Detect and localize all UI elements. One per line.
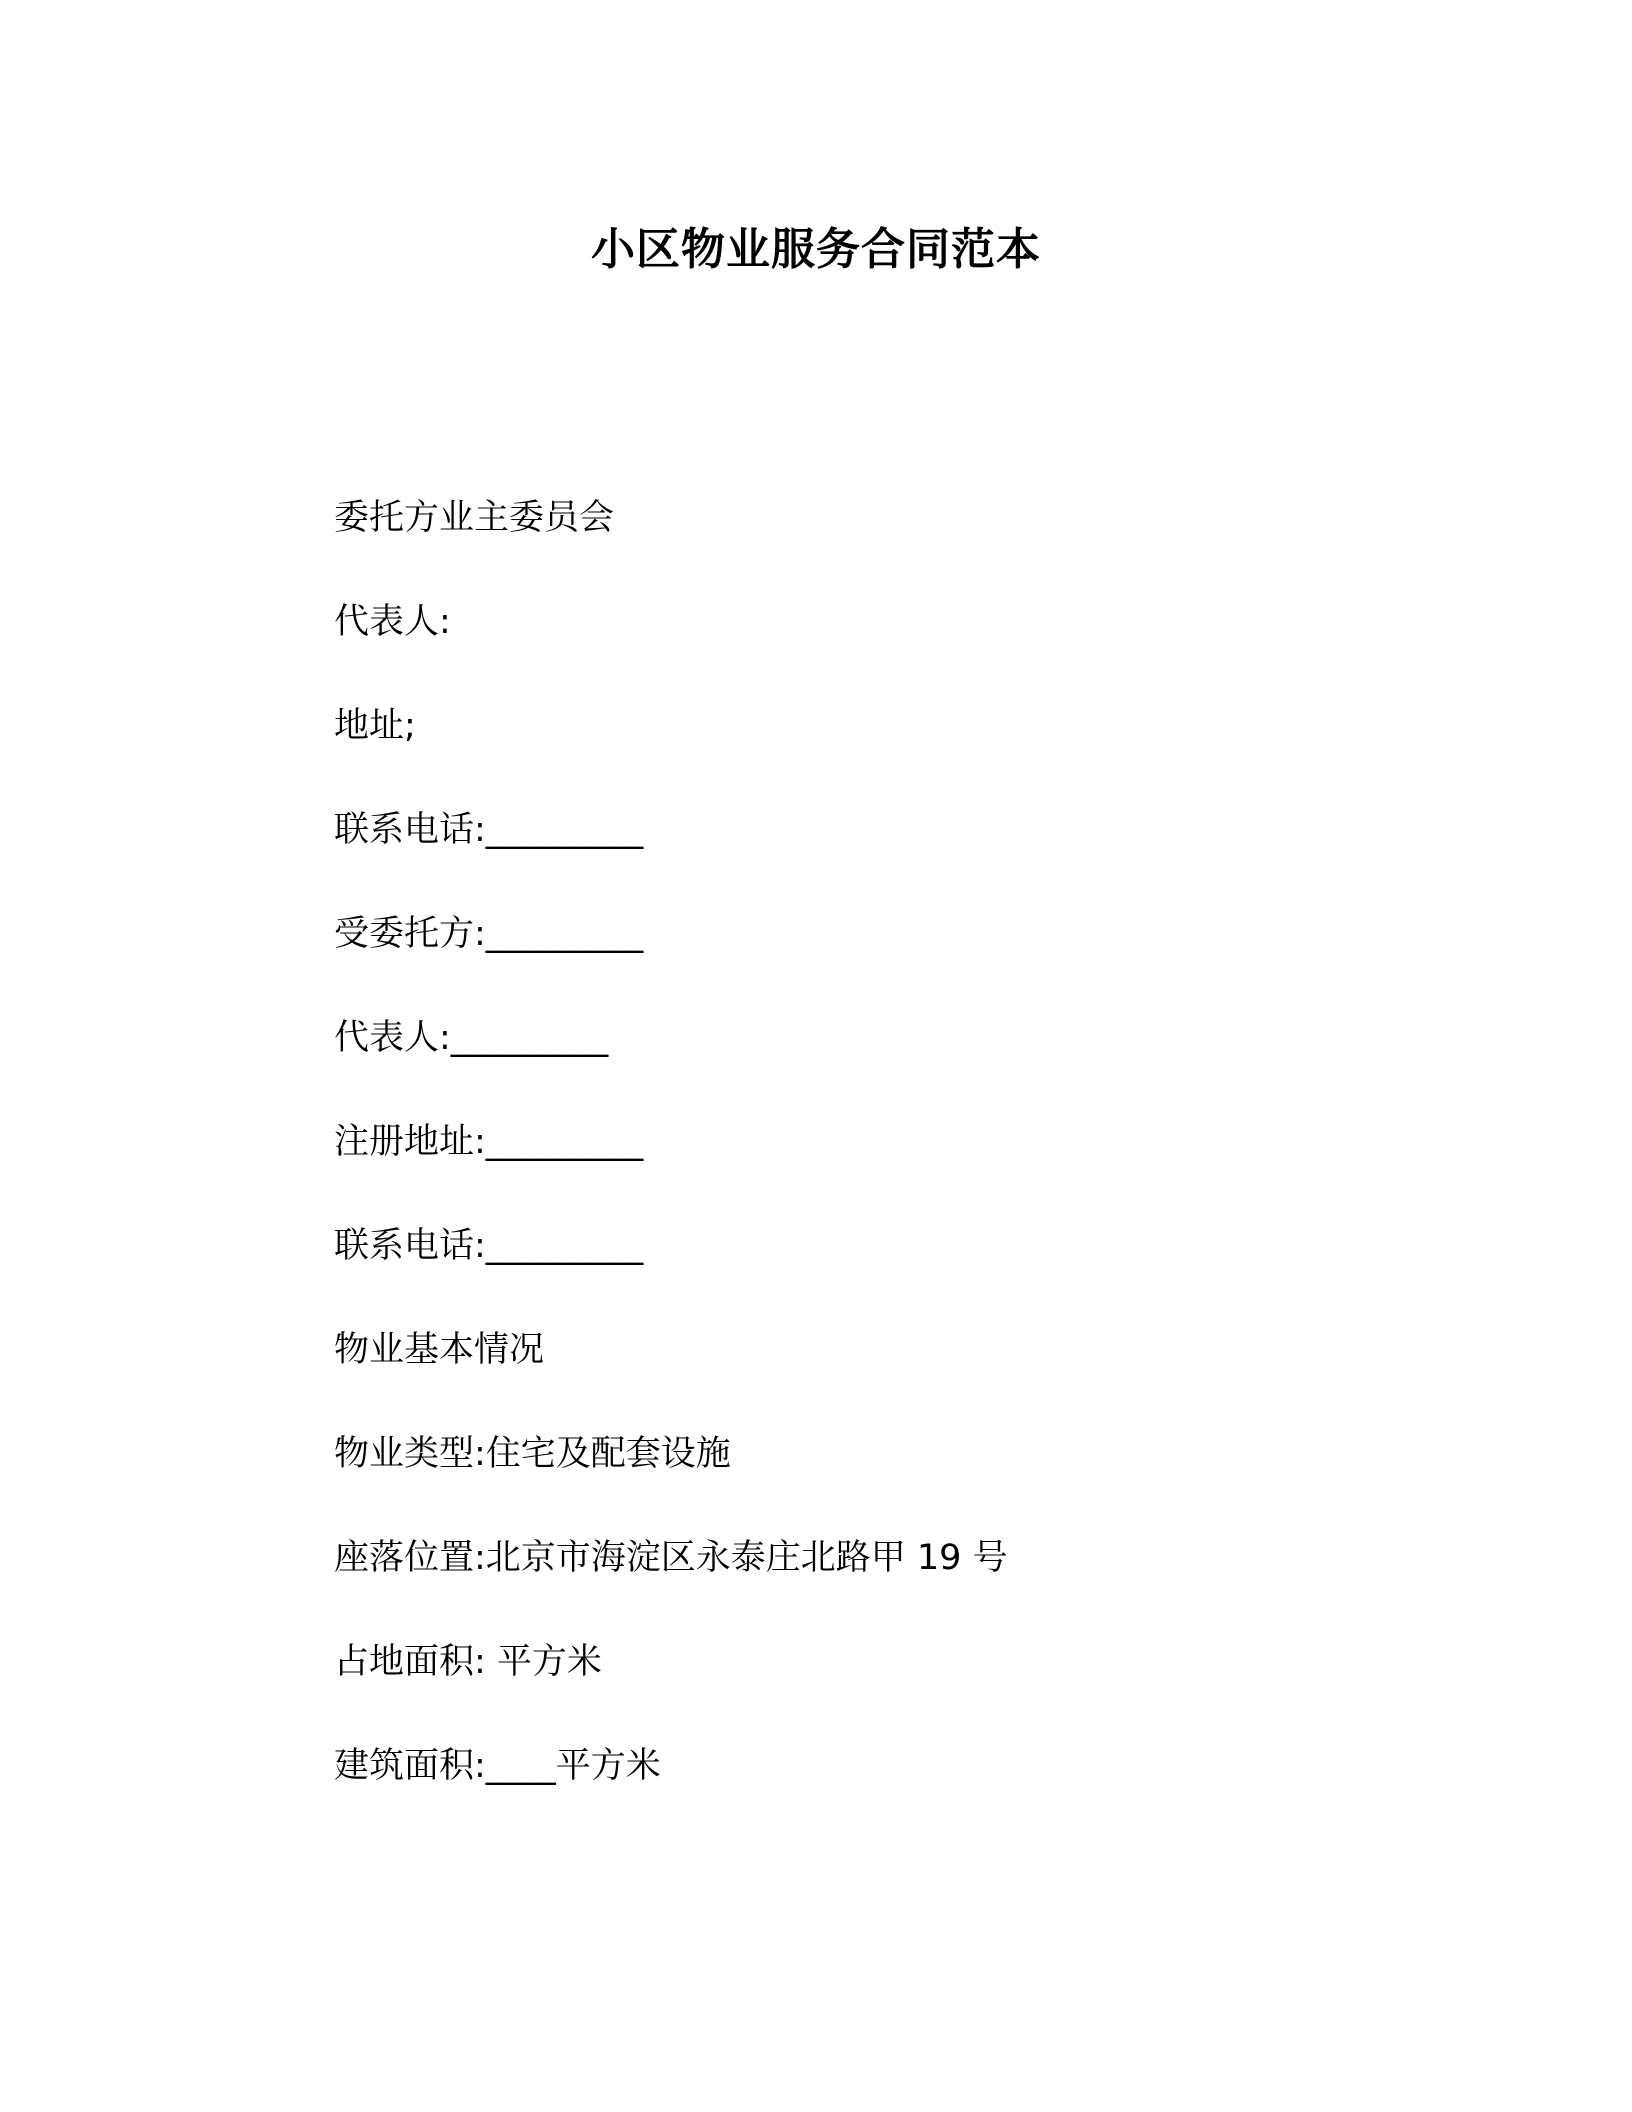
building-area-line: 建筑面积:____平方米 (334, 1746, 661, 1786)
property-type-line: 物业类型:住宅及配套设施 (334, 1434, 731, 1474)
contractor-phone-line: 联系电话:_________ (334, 1226, 644, 1266)
property-overview-heading: 物业基本情况 (334, 1330, 545, 1370)
contractor-party-line: 受委托方:_________ (334, 914, 644, 954)
registered-address-line: 注册地址:_________ (334, 1122, 644, 1162)
document-title: 小区物业服务合同范本 (591, 224, 1041, 275)
client-representative-line: 代表人: (334, 602, 451, 642)
contractor-representative-line: 代表人:_________ (334, 1018, 609, 1058)
property-location-line: 座落位置:北京市海淀区永泰庄北路甲 19 号 (334, 1538, 1008, 1578)
client-address-line: 地址; (334, 706, 416, 746)
land-area-line: 占地面积: 平方米 (334, 1642, 602, 1682)
contract-fields (334, 490, 1434, 1842)
client-phone-line: 联系电话:_________ (334, 810, 644, 850)
client-party-line: 委托方业主委员会 (334, 498, 615, 538)
